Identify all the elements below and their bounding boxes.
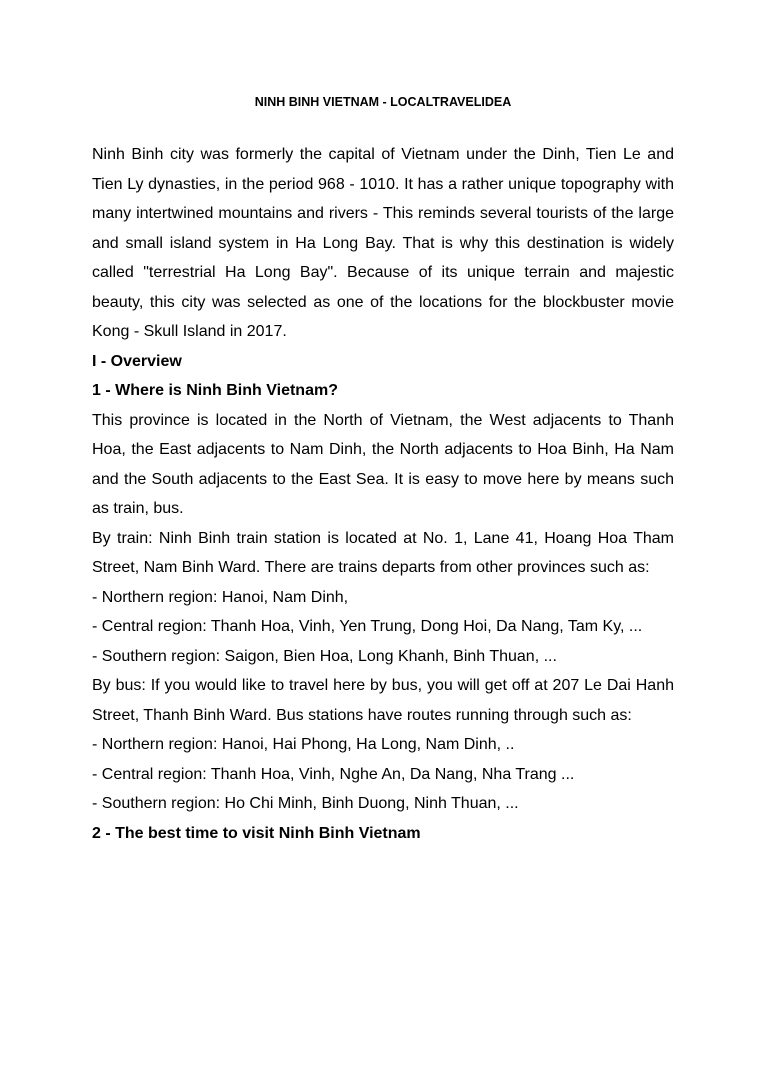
train-paragraph: By train: Ninh Binh train station is located at No. 1, Lane 41, Hoang Hoa Tham Street, Nam Binh Ward. There are trains departs from other provinces such as: bbox=[92, 529, 674, 576]
list-item: - Southern region: Saigon, Bien Hoa, Long Khanh, Binh Thuan, ... bbox=[92, 647, 557, 665]
intro-paragraph: Ninh Binh city was formerly the capital of Vietnam under the Dinh, Tien Le and Tien Ly dynasties, in the period 968 - 1010. It has a rather unique topography with many intertwined mountains and rivers - This reminds several tourists of the large and small island system in Ha Long Bay. That is why this destination is widely called "terrestrial Ha Long Bay". Because of its unique terrain and majestic beauty, this city was selected as one of the locations for the blockbuster movie Kong - Skull Island in 2017. bbox=[92, 146, 674, 340]
list-item: - Southern region: Ho Chi Minh, Binh Duong, Ninh Thuan, ... bbox=[92, 795, 519, 812]
list-item: - Northern region: Hanoi, Hai Phong, Ha Long, Nam Dinh, .. bbox=[92, 736, 515, 753]
bus-paragraph: By bus: If you would like to travel here by bus, you will get off at 207 Le Dai Hanh Street, Thanh Binh Ward. Bus stations have routes running through such as: bbox=[92, 677, 674, 724]
document-title: NINH BINH VIETNAM - LOCALTRAVELIDEA bbox=[254, 95, 512, 109]
list-item: - Central region: Thanh Hoa, Vinh, Nghe An, Da Nang, Nha Trang ... bbox=[92, 765, 575, 783]
location-paragraph: This province is located in the North of Vietnam, the West adjacents to Thanh Hoa, the East adjacents to Nam Dinh, the North adjacents to Hoa Binh, Ha Nam and the South adjacents to the East Sea. It is easy to move here by means such as train, bus. bbox=[92, 411, 674, 517]
list-item: - Northern region: Hanoi, Nam Dinh, bbox=[92, 588, 349, 606]
document-body bbox=[92, 140, 674, 848]
subheading-best-time: 2 - The best time to visit Ninh Binh Vietnam bbox=[92, 824, 421, 842]
section-heading-overview: I - Overview bbox=[92, 352, 182, 370]
subheading-where-is: 1 - Where is Ninh Binh Vietnam? bbox=[92, 382, 338, 399]
list-item: - Central region: Thanh Hoa, Vinh, Yen Trung, Dong Hoi, Da Nang, Tam Ky, ... bbox=[92, 618, 643, 635]
